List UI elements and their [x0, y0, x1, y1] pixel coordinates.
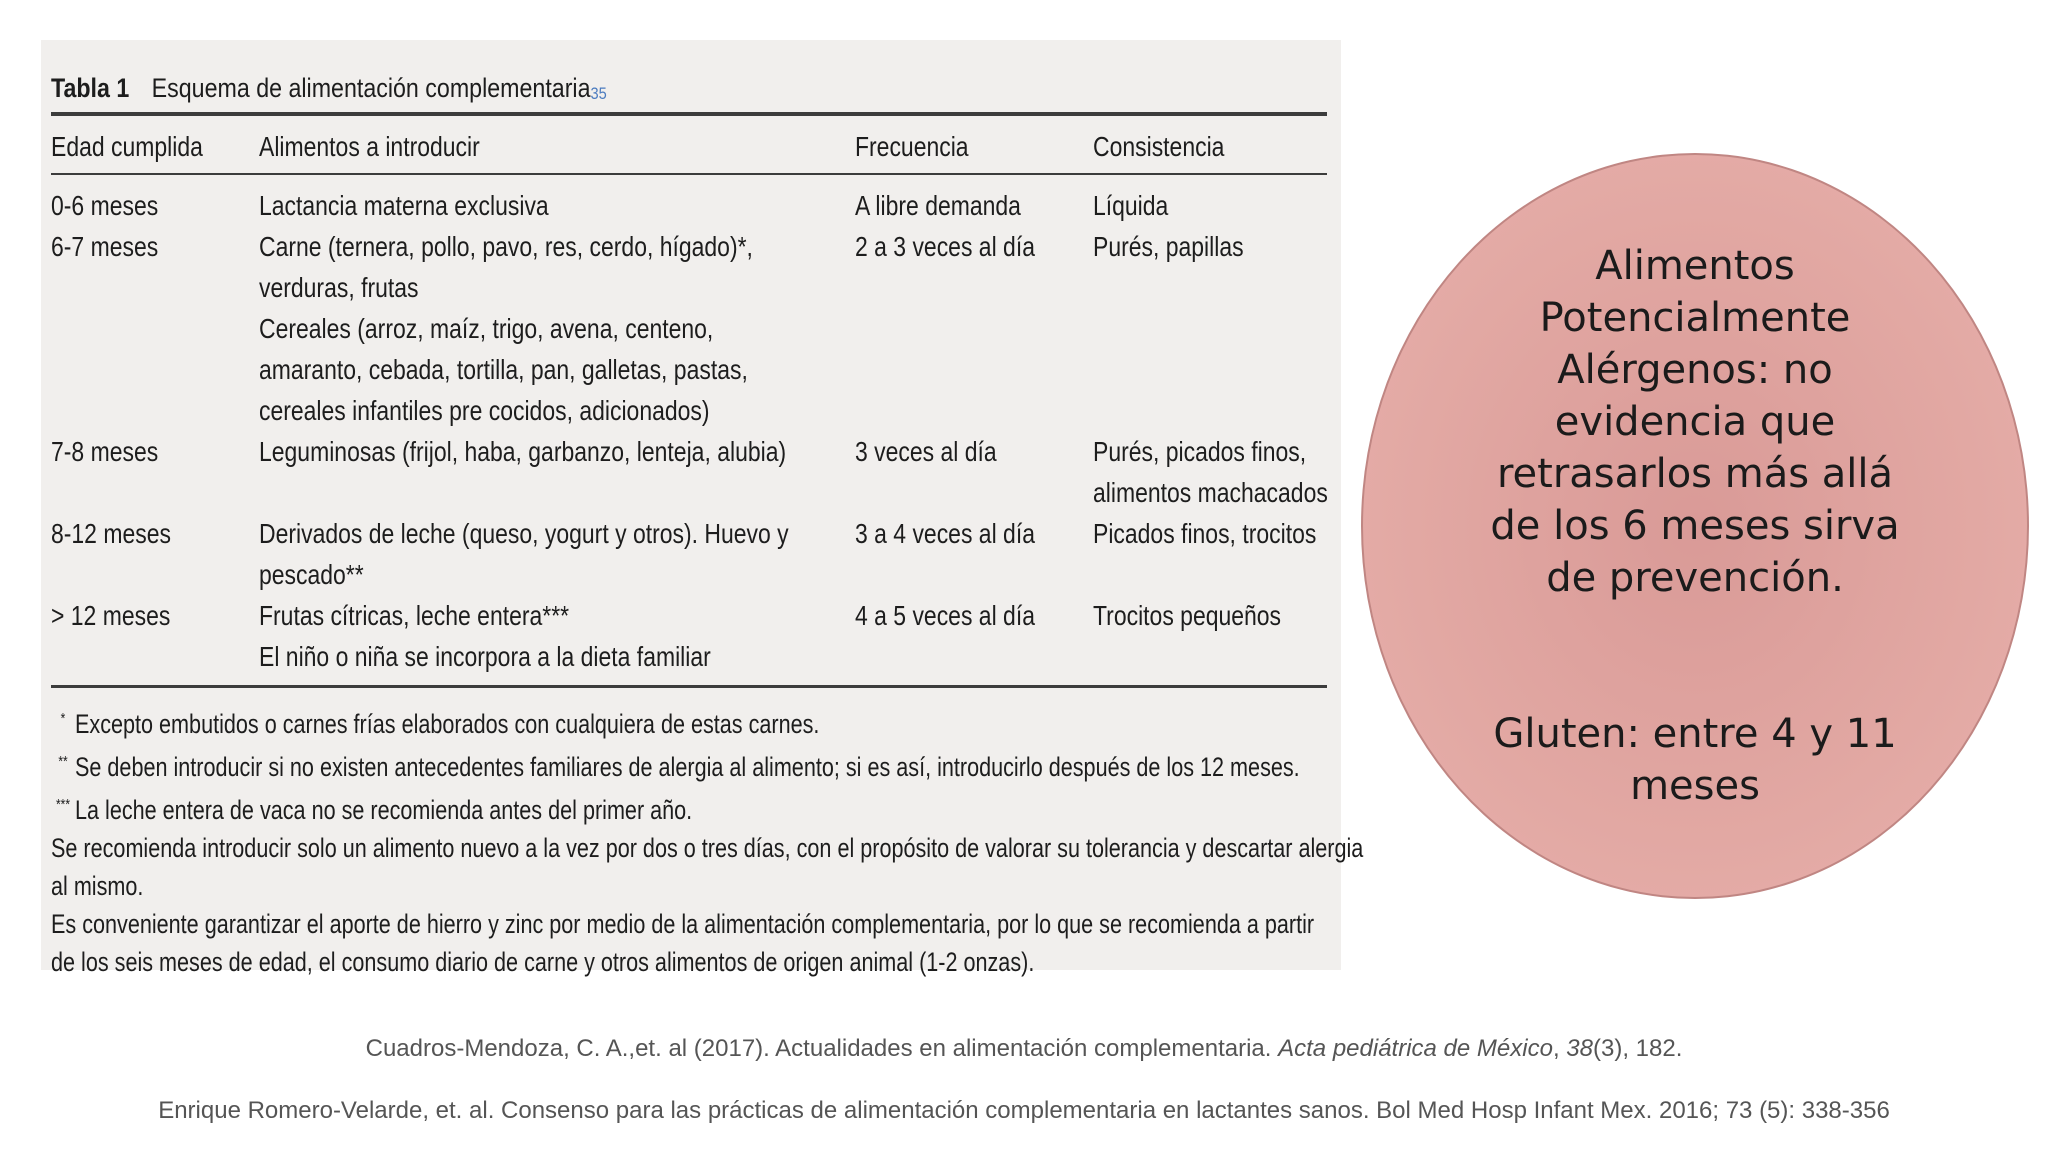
- row-foods: Carne (ternera, pollo, pavo, res, cerdo, hígado)*,: [259, 231, 753, 262]
- note-line: Se recomienda introducir solo un alimento nuevo a la vez por dos o tres días, con el propósito de valorar su tolerancia y descartar alergia: [51, 833, 1364, 863]
- row-consistency: Líquida: [1093, 190, 1169, 221]
- row-foods: Leguminosas (frijol, haba, garbanzo, lenteja, alubia): [259, 436, 787, 467]
- callout-line: de los 6 meses sirva: [1490, 503, 1900, 549]
- ref1-sep: ,: [1552, 1035, 1567, 1062]
- row-consistency: Picados finos, trocitos: [1093, 518, 1317, 549]
- table-title-text: Esquema de alimentación complementaria: [151, 73, 591, 103]
- row-foods: Frutas cítricas, leche entera***: [259, 600, 570, 631]
- header-age: Edad cumplida: [51, 131, 203, 162]
- row-foods: pescado**: [259, 559, 364, 590]
- footnote: [51, 786, 1072, 829]
- gluten-line: meses: [1630, 763, 1760, 809]
- row-frequency: 3 a 4 veces al día: [855, 518, 1035, 549]
- row-frequency: A libre demanda: [855, 190, 1021, 221]
- row-foods: Cereales (arroz, maíz, trigo, avena, centeno,: [259, 313, 714, 344]
- row-age: 0-6 meses: [51, 190, 159, 221]
- footnote: [51, 700, 1072, 743]
- row-age: 6-7 meses: [51, 231, 159, 262]
- row-foods: verduras, frutas: [259, 272, 419, 303]
- row-consistency: Purés, picados finos,: [1093, 436, 1307, 467]
- ref1-journal: Acta pediátrica de México: [1278, 1035, 1553, 1062]
- reference-cuadros-mendoza: [0, 1035, 2048, 1063]
- allergen-callout-text: [1420, 240, 1970, 812]
- callout-line: Alérgenos: no: [1557, 347, 1833, 393]
- table-row: [51, 513, 1327, 595]
- ref1-volume: 38: [1566, 1035, 1593, 1062]
- table-row: [51, 431, 1327, 513]
- callout-line: retrasarlos más allá: [1496, 451, 1894, 497]
- note-line: al mismo.: [51, 871, 144, 901]
- row-frequency: 4 a 5 veces al día: [855, 600, 1035, 631]
- ref1-post: (3), 182.: [1592, 1035, 1683, 1062]
- header-foods: Alimentos a introducir: [259, 131, 480, 162]
- row-age: 8-12 meses: [51, 518, 171, 549]
- header-frequency: Frecuencia: [855, 131, 969, 162]
- table-bottom-rule: [51, 685, 1327, 688]
- footnote: [51, 743, 1300, 786]
- table-title: [51, 54, 1148, 112]
- reference-romero-velarde: Enrique Romero-Velarde, et. al. Consenso para las prácticas de alimentación complementaria en lactantes sanos. Bol Med Hosp Infant Mex. 2016; 73 (5): 338-356: [158, 1097, 1890, 1124]
- row-frequency: 2 a 3 veces al día: [855, 231, 1035, 262]
- row-foods: El niño o niña se incorpora a la dieta familiar: [259, 641, 711, 672]
- row-foods: Lactancia materna exclusiva: [259, 190, 549, 221]
- row-age: > 12 meses: [51, 600, 171, 631]
- table-label: Tabla 1: [51, 73, 130, 103]
- row-age: 7-8 meses: [51, 436, 159, 467]
- row-foods: cereales infantiles pre cocidos, adicionados): [259, 395, 710, 426]
- header-consistency: Consistencia: [1093, 131, 1225, 162]
- row-consistency: alimentos machacados: [1093, 477, 1328, 508]
- table-header-row: [51, 116, 1327, 173]
- ref1-pre: Cuadros-Mendoza, C. A.,et. al (2017). Actualidades en alimentación complementaria.: [365, 1035, 1279, 1062]
- footnote-mark: **: [58, 753, 68, 770]
- feeding-schedule-table-panel: [41, 40, 1364, 977]
- row-foods: amaranto, cebada, tortilla, pan, galletas, pastas,: [259, 354, 748, 385]
- callout-line: Potencialmente: [1539, 295, 1851, 341]
- callout-line: Alimentos: [1595, 243, 1795, 289]
- row-consistency: Purés, papillas: [1093, 231, 1244, 262]
- row-foods: Derivados de leche (queso, yogurt y otros). Huevo y: [259, 518, 789, 549]
- callout-spacer: [1420, 604, 1970, 708]
- callout-line: de prevención.: [1546, 555, 1844, 601]
- table-header-rule: [51, 173, 1327, 175]
- footnote-text: Excepto embutidos o carnes frías elaborados con cualquiera de estas carnes.: [75, 709, 820, 739]
- table-notes: [51, 700, 1364, 981]
- table-row: [51, 185, 1327, 226]
- note-line: de los seis meses de edad, el consumo diario de carne y otros alimentos de origen animal (1-2 onzas).: [51, 947, 1035, 977]
- note-line: Es conveniente garantizar el aporte de hierro y zinc por medio de la alimentación complementaria, por lo que se recomienda a partir: [51, 909, 1315, 939]
- footnote-mark: ***: [55, 796, 70, 813]
- row-frequency: 3 veces al día: [855, 436, 997, 467]
- table-row: [51, 595, 1327, 677]
- gluten-line: Gluten: entre 4 y 11: [1493, 711, 1897, 757]
- table-title-reference: 35: [590, 84, 607, 103]
- footnote-text: La leche entera de vaca no se recomienda antes del primer año.: [75, 795, 693, 825]
- callout-line: evidencia que: [1554, 399, 1836, 445]
- row-consistency: Trocitos pequeños: [1093, 600, 1282, 631]
- table-row: [51, 226, 1327, 431]
- footnote-mark: *: [60, 710, 66, 727]
- footnote-text: Se deben introducir si no existen antecedentes familiares de alergia al alimento; si es así, introducirlo después de los 12 meses.: [75, 752, 1300, 782]
